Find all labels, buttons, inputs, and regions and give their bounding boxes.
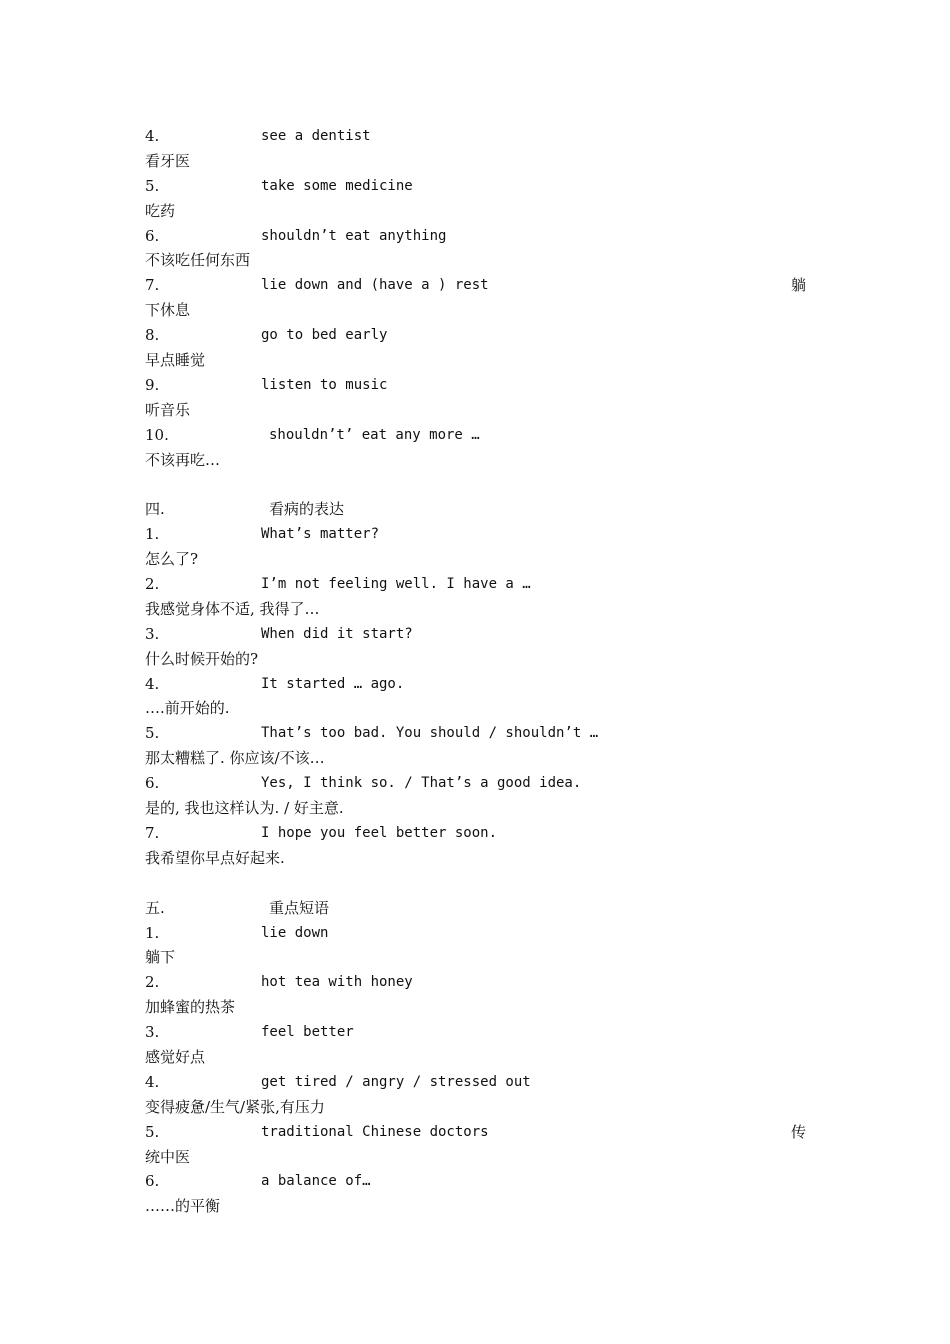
item-chinese: 下休息 xyxy=(145,301,191,320)
item-chinese: 吃药 xyxy=(145,201,176,220)
list-item xyxy=(145,622,810,647)
list-item xyxy=(145,423,810,448)
item-english: lie down and (have a ) rest xyxy=(261,277,489,294)
item-english: That’s too bad. You should / shouldn’t … xyxy=(261,725,599,742)
item-english: shouldn’t’ eat any more … xyxy=(269,426,480,443)
item-number: 5. xyxy=(145,176,160,195)
item-english: I hope you feel better soon. xyxy=(261,824,498,841)
list-item-translation xyxy=(145,1045,810,1070)
item-chinese: 那太糟糕了. 你应该/不该… xyxy=(145,749,325,768)
list-item xyxy=(145,124,810,149)
list-item-translation xyxy=(145,398,810,423)
section-number: 四. xyxy=(145,500,165,519)
list-item xyxy=(145,721,810,746)
item-number: 1. xyxy=(145,525,160,544)
item-english: traditional Chinese doctors xyxy=(261,1123,489,1140)
item-chinese-wrap-start: 传 xyxy=(790,1122,806,1141)
item-english: What’s matter? xyxy=(261,526,380,543)
item-number: 6. xyxy=(145,1172,160,1191)
list-item-translation xyxy=(145,846,810,871)
list-item xyxy=(145,1169,810,1194)
item-number: 6. xyxy=(145,226,160,245)
list-item-translation xyxy=(145,746,810,771)
item-number: 8. xyxy=(145,326,160,345)
section-title: 重点短语 xyxy=(269,898,330,917)
item-english: get tired / angry / stressed out xyxy=(261,1073,531,1090)
section-5 xyxy=(145,896,810,1220)
list-item-translation xyxy=(145,547,810,572)
item-chinese: 统中医 xyxy=(145,1147,191,1166)
item-number: 2. xyxy=(145,973,160,992)
item-number: 5. xyxy=(145,724,160,743)
list-item-translation xyxy=(145,945,810,970)
item-chinese: 感觉好点 xyxy=(145,1047,206,1066)
item-english: When did it start? xyxy=(261,625,413,642)
section-4 xyxy=(145,497,810,870)
list-item xyxy=(145,970,810,995)
section-heading xyxy=(145,497,810,522)
item-english: Yes, I think so. / That’s a good idea. xyxy=(261,775,582,792)
list-item-translation xyxy=(145,647,810,672)
section-heading xyxy=(145,896,810,921)
item-chinese: 听音乐 xyxy=(145,400,191,419)
item-english: listen to music xyxy=(261,376,388,393)
item-english: take some medicine xyxy=(261,177,413,194)
item-number: 6. xyxy=(145,774,160,793)
item-english: hot tea with honey xyxy=(261,974,413,991)
section-spacer xyxy=(145,472,810,497)
item-english: a balance of… xyxy=(261,1173,371,1190)
list-item-translation xyxy=(145,597,810,622)
list-item xyxy=(145,672,810,697)
list-item-translation xyxy=(145,248,810,273)
list-item xyxy=(145,572,810,597)
list-item-translation xyxy=(145,696,810,721)
list-item xyxy=(145,522,810,547)
document-page xyxy=(145,124,810,1219)
list-item xyxy=(145,1020,810,1045)
list-item xyxy=(145,373,810,398)
section-spacer xyxy=(145,871,810,896)
list-item xyxy=(145,1070,810,1095)
list-item-translation xyxy=(145,1194,810,1219)
list-item-translation xyxy=(145,1145,810,1170)
section-3-list xyxy=(145,124,810,472)
item-chinese: 怎么了? xyxy=(145,550,199,569)
list-item xyxy=(145,273,810,298)
item-number: 3. xyxy=(145,1023,160,1042)
list-item-translation xyxy=(145,348,810,373)
section-number: 五. xyxy=(145,898,165,917)
item-chinese: 我希望你早点好起来. xyxy=(145,848,285,867)
item-number: 10. xyxy=(145,425,169,444)
item-english: go to bed early xyxy=(261,327,388,344)
list-item-translation xyxy=(145,149,810,174)
list-item xyxy=(145,921,810,946)
item-number: 4. xyxy=(145,127,160,145)
item-chinese: 我感觉身体不适, 我得了… xyxy=(145,599,320,618)
item-chinese: 看牙医 xyxy=(145,151,191,170)
item-number: 7. xyxy=(145,823,160,842)
list-item-translation xyxy=(145,298,810,323)
item-chinese: 变得疲惫/生气/紧张,有压力 xyxy=(145,1097,325,1116)
item-number: 4. xyxy=(145,1072,160,1091)
item-number: 3. xyxy=(145,624,160,643)
list-item xyxy=(145,174,810,199)
list-item-translation xyxy=(145,1095,810,1120)
item-english: lie down xyxy=(261,924,329,941)
list-item xyxy=(145,821,810,846)
item-english: I’m not feeling well. I have a … xyxy=(261,576,531,593)
item-chinese: ……的平衡 xyxy=(145,1197,221,1216)
item-chinese: 不该吃任何东西 xyxy=(145,251,251,270)
list-item-translation xyxy=(145,199,810,224)
item-english: see a dentist xyxy=(261,128,371,144)
item-number: 4. xyxy=(145,674,160,693)
list-item xyxy=(145,1120,810,1145)
item-number: 5. xyxy=(145,1122,160,1141)
item-chinese: ….前开始的. xyxy=(145,699,230,718)
item-english: shouldn’t eat anything xyxy=(261,227,447,244)
item-english: feel better xyxy=(261,1024,354,1041)
item-chinese: 什么时候开始的? xyxy=(145,649,259,668)
list-item-translation xyxy=(145,796,810,821)
item-english: It started … ago. xyxy=(261,675,405,692)
item-chinese: 加蜂蜜的热茶 xyxy=(145,998,236,1017)
list-item xyxy=(145,771,810,796)
item-number: 2. xyxy=(145,575,160,594)
list-item-translation xyxy=(145,448,810,473)
item-chinese: 早点睡觉 xyxy=(145,351,206,370)
list-item-translation xyxy=(145,995,810,1020)
list-item xyxy=(145,224,810,249)
item-number: 7. xyxy=(145,276,160,295)
item-chinese: 躺下 xyxy=(145,948,176,967)
list-item xyxy=(145,323,810,348)
item-number: 9. xyxy=(145,375,160,394)
item-chinese: 是的, 我也这样认为. / 好主意. xyxy=(145,799,344,818)
item-number: 1. xyxy=(145,923,160,942)
item-chinese: 不该再吃… xyxy=(145,450,221,469)
section-title: 看病的表达 xyxy=(269,500,345,519)
item-chinese-wrap-start: 躺 xyxy=(790,276,806,295)
